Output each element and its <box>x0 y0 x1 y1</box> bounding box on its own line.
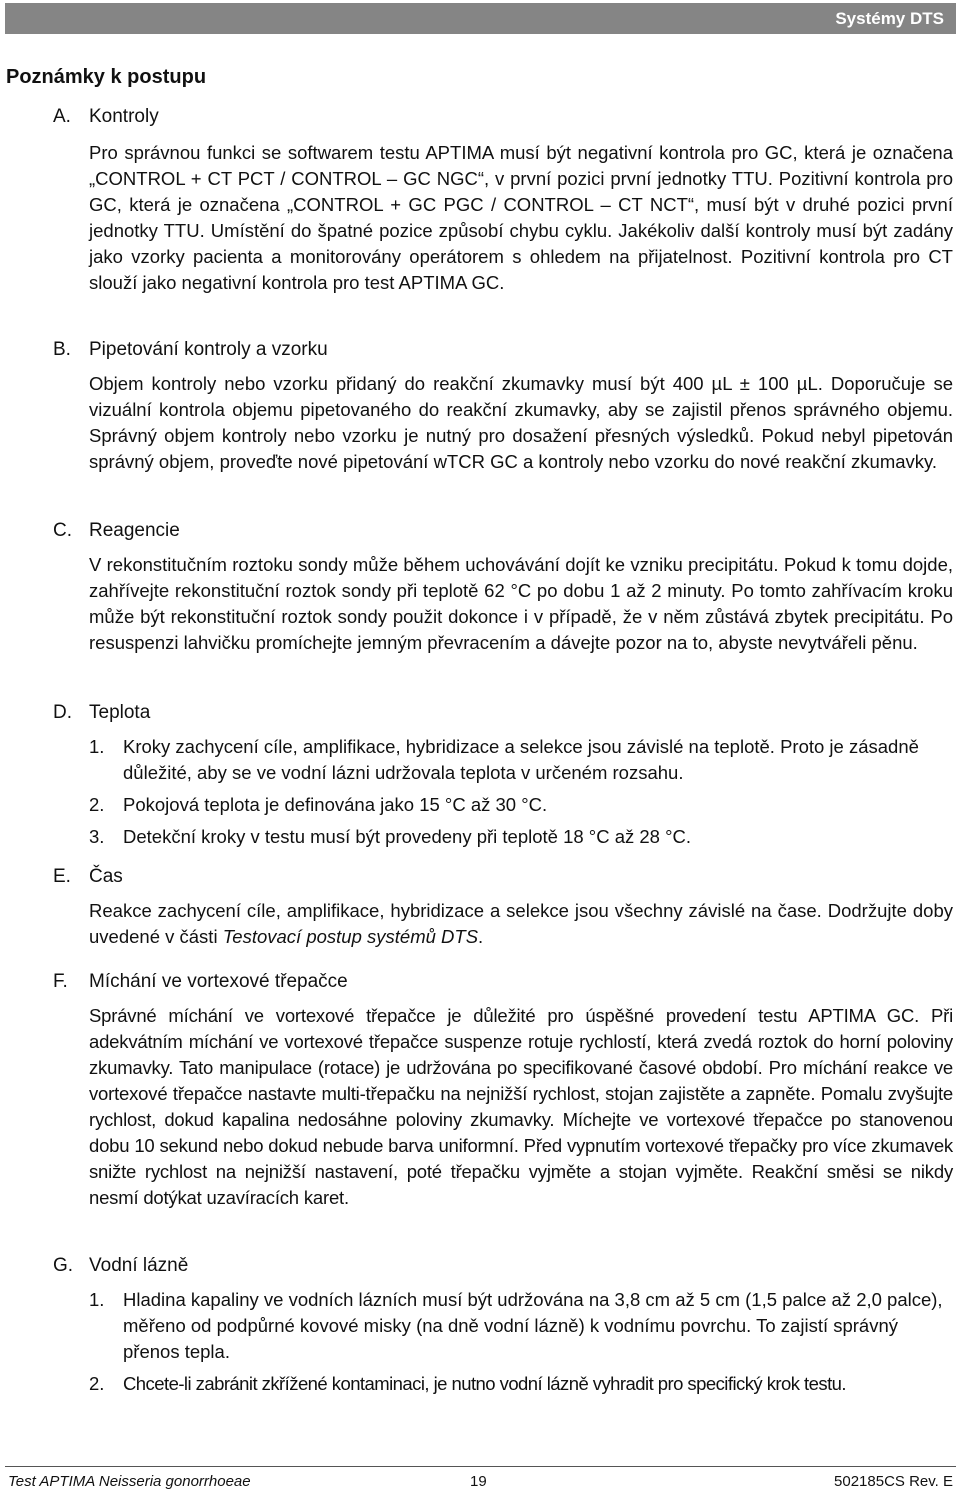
section-f <box>53 969 953 1211</box>
section-c-text: V rekonstitučním roztoku sondy může během uchovávání dojít ke vzniku precipitátu. Pokud k tomu dojde, zahřívejte rekonstituční roztok sondy při teplotě 62 °C po dobu 1 až 2 minuty. Po tomto zahřívacím kroku může být rekonstituční roztok sondy použit dokonce i v případě, že v něm zůstává zbytek precipitátu. Po resuspenzi lahvičku promíchejte jemným převracením a dávejte pozor na to, abyste nevytvářeli pěnu. <box>89 554 953 653</box>
section-f-title: Míchání ve vortexové třepačce <box>89 971 348 992</box>
footer-rule <box>5 1466 956 1467</box>
header-title: Systémy DTS <box>835 9 944 28</box>
section-e-text: Reakce zachycení cíle, amplifikace, hybridizace a selekce jsou všechny závislé na čase. Dodržujte doby uvedené v části Testovací postup systémů DTS. <box>89 900 953 947</box>
section-d <box>53 700 953 856</box>
section-g <box>53 1253 953 1403</box>
section-c-letter: C. <box>53 520 72 541</box>
list-item: 2. Pokojová teplota je definována jako 15 °C až 30 °C. <box>89 794 548 815</box>
header-bar <box>5 3 956 34</box>
list-item: 1. Hladina kapaliny ve vodních lázních musí být udržována na 3,8 cm až 5 cm (1,5 palce až 2,0 palce), měřeno od podpůrné kovové misky (na dně vodní lázně) k vodnímu povrchu. To zajistí správný přenos tepla. <box>89 1289 943 1362</box>
footer-revision: 502185CS Rev. E <box>834 1473 953 1490</box>
section-g-title: Vodní lázně <box>89 1255 189 1276</box>
section-e-title: Čas <box>89 866 123 887</box>
section-b-text: Objem kontroly nebo vzorku přidaný do reakční zkumavky musí být 400 µL ± 100 µL. Doporučuje se vizuální kontrola objemu pipetovaného do reakční zkumavky, aby se zajistil přenos správného objemu. Správný objem kontroly nebo vzorku je nutný pro dosažení přesných výsledků. Pokud nebyl pipetován správný objem, proveďte nové pipetování wTCR GC a kontroly nebo vzorku do nové reakční zkumavky. <box>89 373 953 472</box>
section-f-text: Správné míchání ve vortexové třepačce je důležité pro úspěšné provedení testu APTIMA GC. Při adekvátním míchání ve vortexové třepačce suspenze rotuje rychlostí, která zvedá roztok do horní poloviny zkumavky. Tato manipulace (rotace) je udržována po specifikované časové období. Pro míchání reakce ve vortexové třepačce nastavte multi-třepačku na nejnižší rychlost, stojan zajistěte a zapněte. Pomalu zvyšujte rychlost, dokud kapalina nedosáhne poloviny zkumavky. Míchejte ve vortexové třepačce po stanovenou dobu 10 sekund nebo dokud nebude barva uniformní. Před vypnutím vortexové třepačky pro více zkumavek snižte rychlost na nejnižší nastavení, poté třepačku vyjměte a stojan vyjměte. Reakční směsi se nikdy nesmí dotýkat uzavíracích karet. <box>89 1005 953 1208</box>
section-c-title: Reagencie <box>89 520 180 541</box>
list-item: 1. Kroky zachycení cíle, amplifikace, hybridizace a selekce jsou závislé na teplotě. Proto je zásadně důležité, aby se ve vodní lázni udržovala teplota v určeném rozsahu. <box>89 736 919 783</box>
section-a-title: Kontroly <box>89 106 159 127</box>
section-a <box>53 104 953 296</box>
section-e <box>53 864 953 950</box>
list-item: 3. Detekční kroky v testu musí být provedeny při teplotě 18 °C až 28 °C. <box>89 826 691 847</box>
section-b <box>53 337 953 475</box>
section-e-letter: E. <box>53 866 71 887</box>
section-g-letter: G. <box>53 1255 74 1276</box>
section-d-title: Teplota <box>89 702 151 723</box>
footer-page-number: 19 <box>470 1473 487 1490</box>
section-a-text: Pro správnou funkci se softwarem testu APTIMA musí být negativní kontrola pro GC, která je označena „CONTROL + CT PCT / CONTROL – GC NGC“, v první pozici první jednotky TTU. Pozitivní kontrola pro GC, která je označena „CONTROL + GC PGC / CONTROL – CT NCT“, musí být v druhé pozici první jednotky TTU. Umístění do špatné pozice způsobí chybu cyklu. Jakékoliv další kontroly musí být zadány jako vzorky pacienta a monitorovány operátorem s ohledem na přijatelnost. Pozitivní kontrola pro CT slouží jako negativní kontrola pro test APTIMA GC. <box>89 142 953 293</box>
page-heading: Poznámky k postupu <box>6 66 207 88</box>
section-f-letter: F. <box>53 971 68 992</box>
section-b-letter: B. <box>53 339 71 360</box>
section-d-letter: D. <box>53 702 72 723</box>
section-a-letter: A. <box>53 106 71 127</box>
section-c <box>53 518 953 656</box>
list-item: 2. Chcete-li zabránit zkřížené kontaminaci, je nutno vodní lázně vyhradit pro specifický krok testu. <box>89 1373 846 1394</box>
footer-document-title: Test APTIMA Neisseria gonorrhoeae <box>8 1473 251 1490</box>
section-b-title: Pipetování kontroly a vzorku <box>89 339 328 360</box>
